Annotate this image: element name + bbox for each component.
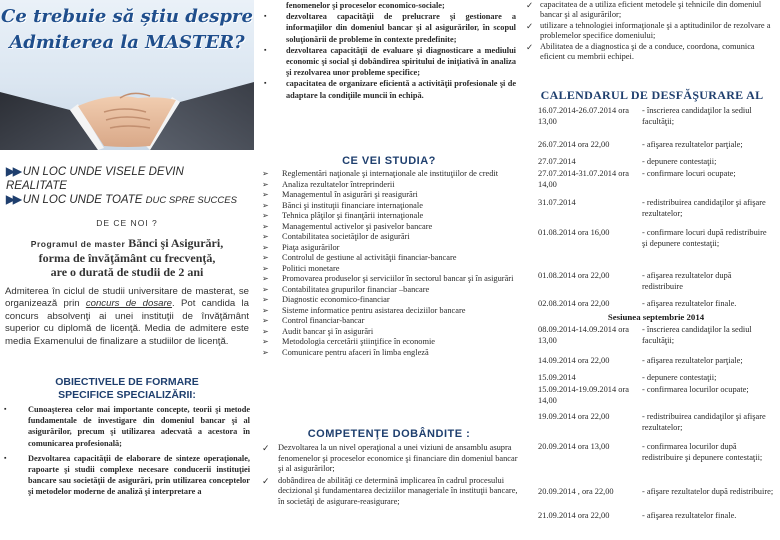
arrow-bullet-icon: ➢ (262, 232, 269, 241)
list-item (260, 11, 516, 45)
course-name: Contabilitatea societăţilor de asigurări (282, 232, 410, 241)
course-name: Controlul de gestiune al activităţii financiar-bancare (282, 253, 457, 262)
competency-text: Dezvoltarea la un nivel operaţional a unei viziuni de ansamblu asupra fenomenelor şi proceselor economice şi financiare din domeniul bancar şi al asigurărilor; (278, 443, 518, 474)
square-bullet-icon: ▪ (4, 453, 7, 462)
competencies-list-a (262, 443, 518, 509)
program-duration: are o durată de studii de 2 ani (50, 265, 204, 279)
objective-text: dezvoltarea capacităţii de evaluare şi diagnosticare a mediului economic şi social şi dobândirea spiritului de iniţiativă în analiza şi rezolvarea unor probleme specifice; (286, 45, 516, 78)
arrow-bullet-icon: ➢ (262, 179, 269, 189)
arrow-bullet-icon: ➢ (262, 337, 269, 346)
course-name: Managementul activelor şi pasivelor bancare (282, 221, 433, 231)
calendar-date: 14.09.2014 ora 22,00 (538, 356, 610, 365)
square-bullet-icon: ▪ (264, 79, 267, 88)
calendar-event: - afişarea rezultatelor parţiale; (642, 140, 743, 149)
calendar-row (538, 198, 774, 224)
checkmark-icon: ✓ (526, 20, 534, 31)
calendar-date: 20.09.2014 , ora 22,00 (538, 487, 614, 496)
program-description (0, 236, 254, 279)
calendar-event: - afişarea rezultatelor după redistribuire (642, 271, 732, 291)
calendar-date: 01.08.2014 ora 16,00 (538, 228, 610, 237)
course-name: Sisteme informatice pentru asistarea deciziilor bancare (282, 305, 466, 315)
course-name: Audit bancar şi în asigurări (282, 326, 374, 336)
list-item (262, 253, 518, 264)
calendar-event: - înscrierea candidaţilor la sediul facultăţii; (642, 106, 752, 126)
calendar-event: - depunere contestaţii; (642, 157, 717, 166)
arrow-bullet-icon: ➢ (262, 211, 269, 220)
calendar-date: 15.09.2014 (538, 373, 576, 382)
intro-text-b: . Pot candida la concurs absolvenţi ai unei instituţii de învăţământ superior cu diplomă de licenţă. Media de admitere este media Examenului de finalizare a studiilor de licenţă. (5, 298, 249, 347)
hero-title-line1: Ce trebuie să știu despre (1, 6, 253, 27)
course-name: Tehnica plăţilor şi finanţării internaţionale (282, 211, 424, 220)
list-item (262, 295, 518, 306)
arrow-bullet-icon: ➢ (262, 347, 269, 357)
course-name: Reglementări naţionale şi internaţionale ale instituţiilor de credit (282, 169, 499, 178)
list-item (262, 306, 518, 317)
slogan-line2: REALITATE (6, 180, 67, 192)
calendar-event: - redistribuirea candidaţilor şi afişare rezultatelor; (642, 412, 766, 432)
calendar-event: - înscrierea candidaţilor la sediul facultăţii; (642, 325, 752, 345)
objectives-title-line1: OBIECTIVELE DE FORMARE (55, 376, 199, 388)
calendar-row (538, 442, 774, 480)
double-arrow-icon: ▶▶ (6, 194, 20, 206)
calendar-row (538, 412, 774, 438)
list-item (262, 243, 518, 254)
arrow-bullet-icon: ➢ (262, 200, 269, 210)
program-name: Bănci şi Asigurări, (128, 236, 224, 250)
list-item (526, 21, 778, 42)
arrow-bullet-icon: ➢ (262, 284, 269, 294)
calendar-date: 26.07.2014 ora 22,00 (538, 140, 610, 149)
list-item (262, 232, 518, 243)
list-item (262, 211, 518, 222)
intro-text-a: Admiterea în ciclul de studii universitare de masterat, se organizează prin (5, 286, 249, 310)
course-name: Comunicare pentru afaceri în limba engleză (282, 347, 429, 357)
course-name: Politici monetare (282, 263, 340, 273)
list-item (262, 180, 518, 191)
list-item (262, 264, 518, 275)
calendar-row (538, 487, 774, 509)
calendar-row (538, 385, 774, 411)
arrow-bullet-icon: ➢ (262, 190, 269, 199)
calendar-event: - afişarea rezultatelor finale. (642, 299, 737, 308)
competency-text: dobândirea de abilităţi ce determină implicarea în cadrul procesului decizional şi fundamentarea deciziilor manageriale în instituţii bancare, în societăţi de asigurare-reasigurare; (278, 475, 518, 506)
objective-continuation: fenomenelor şi proceselor economico-sociale; (286, 1, 445, 10)
calendar-event: - confirmare locuri după redistribuire şi depunere contestaţii; (642, 228, 767, 248)
calendar-event: - confirmarea locurilor ocupate; (642, 385, 749, 394)
square-bullet-icon: ▪ (264, 12, 267, 21)
competencies-heading: COMPETENŢE DOBÂNDITE : (307, 428, 471, 440)
calendar-row (538, 228, 774, 266)
list-item (262, 274, 518, 285)
competency-text: capacitatea de a utiliza eficient metodele şi tehnicile din domeniul bancar şi al asigurărilor; (540, 0, 762, 20)
square-bullet-icon: ▪ (264, 45, 267, 54)
calendar-row (538, 140, 774, 154)
contest-link[interactable]: concurs de dosare (85, 298, 173, 310)
arrow-bullet-icon: ➢ (262, 274, 269, 283)
list-item (262, 190, 518, 201)
objective-text: capacitatea de organizare eficientă a activităţii profesionale şi de adaptare la condiţiile muncii în echipă. (286, 79, 516, 100)
checkmark-icon: ✓ (262, 443, 270, 453)
calendar-date: 08.09.2014-14.09.2014 ora 13,00 (538, 325, 629, 345)
checkmark-icon: ✓ (526, 0, 534, 10)
calendar-row (538, 157, 774, 169)
slogan-text-1: UN LOC UNDE VISELE DEVIN (22, 166, 184, 178)
calendar-date: 21.09.2014 ora 22,00 (538, 511, 610, 520)
calendar-date: 16.07.2014-26.07.2014 ora 13,00 (538, 106, 629, 126)
list-item (262, 169, 518, 180)
objectives-list-a (4, 404, 250, 502)
calendar-event: - afişarea rezultatelor parţiale; (642, 356, 743, 365)
list-item (262, 327, 518, 338)
calendar-event: - afişarea rezultatelor finale. (642, 511, 737, 520)
competency-text: utilizare a tehnologiei informaţionale şi a aptitudinilor de rezolvare a problemelor specifice domeniului; (540, 20, 771, 41)
calendar-row (538, 271, 774, 297)
course-name: Bănci şi instituţii financiare internaţionale (282, 200, 423, 210)
arrow-bullet-icon: ➢ (262, 169, 269, 178)
calendar-event: - afişare rezultatelor după redistribuire; (642, 487, 774, 496)
right-column (524, 0, 780, 540)
objectives-title (0, 376, 254, 402)
arrow-bullet-icon: ➢ (262, 295, 269, 304)
calendar-row (538, 299, 774, 313)
course-name: Contabilitatea grupurilor financiar –bancare (282, 284, 430, 294)
slogan-text-3a: UN LOC UNDE TOATE (22, 194, 146, 206)
calendar-heading: CALENDARUL DE DESFĂŞURARE AL (540, 88, 764, 102)
objectives-list-b (260, 0, 516, 101)
slogan-text-3b: DUC SPRE SUCCES (145, 195, 237, 206)
calendar-event: - confirmare locuri ocupate; (642, 169, 736, 178)
list-item (262, 337, 518, 348)
program-prefix: Programul de master (30, 239, 129, 249)
course-name: Managementul în asigurări şi reasigurări (282, 190, 418, 199)
square-bullet-icon: ▪ (4, 405, 7, 413)
course-name: Metodologia cercetării ştiinţifice în economie (282, 337, 436, 346)
competency-text: Abilitatea de a diagnostica şi de a conduce, coordona, comunica eficient cu membrii echipei. (540, 41, 755, 62)
list-item (260, 78, 516, 100)
arrow-bullet-icon: ➢ (262, 263, 269, 273)
calendar-date: 15.09.2014-19.09.2014 ora 14,00 (538, 385, 629, 405)
objectives-title-line2: SPECIFICE SPECIALIZĂRII: (58, 389, 196, 401)
list-item (262, 348, 518, 359)
calendar-date: 27.07.2014 (538, 157, 576, 166)
objective-text: dezvoltarea capacităţii de prelucrare şi gestionare a informaţiilor din domeniul bancar şi al asigurărilor, în scopul soluţionării de probleme în contexte predefinite; (286, 12, 516, 44)
list-item (260, 45, 516, 79)
list-item (262, 443, 518, 475)
list-item (262, 222, 518, 233)
list-item (4, 404, 250, 449)
arrow-bullet-icon: ➢ (262, 316, 269, 325)
calendar-row (538, 325, 774, 351)
calendar-row (538, 373, 774, 385)
course-name: Control financiar-bancar (282, 316, 365, 325)
arrow-bullet-icon: ➢ (262, 221, 269, 231)
calendar-event: - depunere contestaţii; (642, 373, 717, 382)
slogan-line3 (6, 194, 237, 207)
calendar-row (538, 106, 774, 132)
studies-heading: CE VEI STUDIA? (342, 155, 436, 167)
list-item (262, 285, 518, 296)
hero-title (0, 4, 254, 56)
calendar-date: 02.08.2014 ora 22,00 (538, 299, 610, 308)
calendar-date: 19.09.2014 ora 22,00 (538, 412, 610, 421)
calendar-date: 31.07.2014 (538, 198, 576, 207)
studies-list (262, 169, 518, 358)
course-name: Diagnostic economico-financiar (282, 295, 390, 304)
arrow-bullet-icon: ➢ (262, 305, 269, 315)
calendar-event: - confirmarea locurilor după redistribuire şi depunere contestaţii; (642, 442, 763, 462)
calendar-row (538, 356, 774, 370)
session-heading: Sesiunea septembrie 2014 (607, 312, 705, 322)
checkmark-icon: ✓ (262, 475, 270, 486)
calendar-date: 01.08.2014 ora 22,00 (538, 271, 610, 280)
list-item (262, 201, 518, 212)
course-name: Piaţa asigurărilor (282, 242, 340, 252)
why-us-heading: DE CE NOI ? (96, 218, 158, 228)
list-item (526, 42, 778, 63)
double-arrow-icon: ▶▶ (6, 166, 20, 178)
course-name: Promovarea produselor şi serviciilor în sectorul bancar şi în asigurări (282, 274, 514, 283)
arrow-bullet-icon: ➢ (262, 326, 269, 336)
course-name: Analiza rezultatelor întreprinderii (282, 179, 395, 189)
admission-intro (5, 286, 249, 348)
calendar-date: 20.09.2014 ora 13,00 (538, 442, 610, 451)
checkmark-icon: ✓ (526, 41, 534, 52)
calendar-event: - redistribuirea candidaţilor şi afişare rezultatelor; (642, 198, 766, 218)
calendar-row (538, 169, 774, 195)
competencies-list-b (526, 0, 778, 62)
slogan-line1 (6, 166, 184, 179)
hero-banner (0, 0, 254, 150)
middle-column (258, 0, 520, 540)
list-item (526, 0, 778, 21)
calendar-row (538, 511, 774, 525)
list-item (262, 316, 518, 327)
handshake-illustration (0, 52, 254, 150)
hero-title-line2: Admiterea la MASTER? (9, 32, 245, 53)
calendar-date: 27.07.2014-31.07.2014 ora 14,00 (538, 169, 629, 189)
arrow-bullet-icon: ➢ (262, 242, 269, 252)
left-column (0, 0, 254, 540)
objective-text: Cunoaşterea celor mai importante concepte, teorii şi metode fundamentale de investigare din domeniul bancar şi al asigurărilor, precum şi utilizarea adecvată a acestora în comunicarea profesională; (28, 405, 250, 448)
program-form: forma de învăţământ cu frecvenţă, (38, 251, 216, 265)
list-item (262, 476, 518, 508)
arrow-bullet-icon: ➢ (262, 253, 269, 262)
objective-text: Dezvoltarea capacităţii de elaborare de sinteze operaţionale, rapoarte şi studii complexe necesare conducerii instituţiei bancare sau societăţii de asigurări, prin utilizarea conceptelor şi metodelor moderne de analiză şi interpretare a (28, 453, 250, 497)
list-item (4, 453, 250, 498)
